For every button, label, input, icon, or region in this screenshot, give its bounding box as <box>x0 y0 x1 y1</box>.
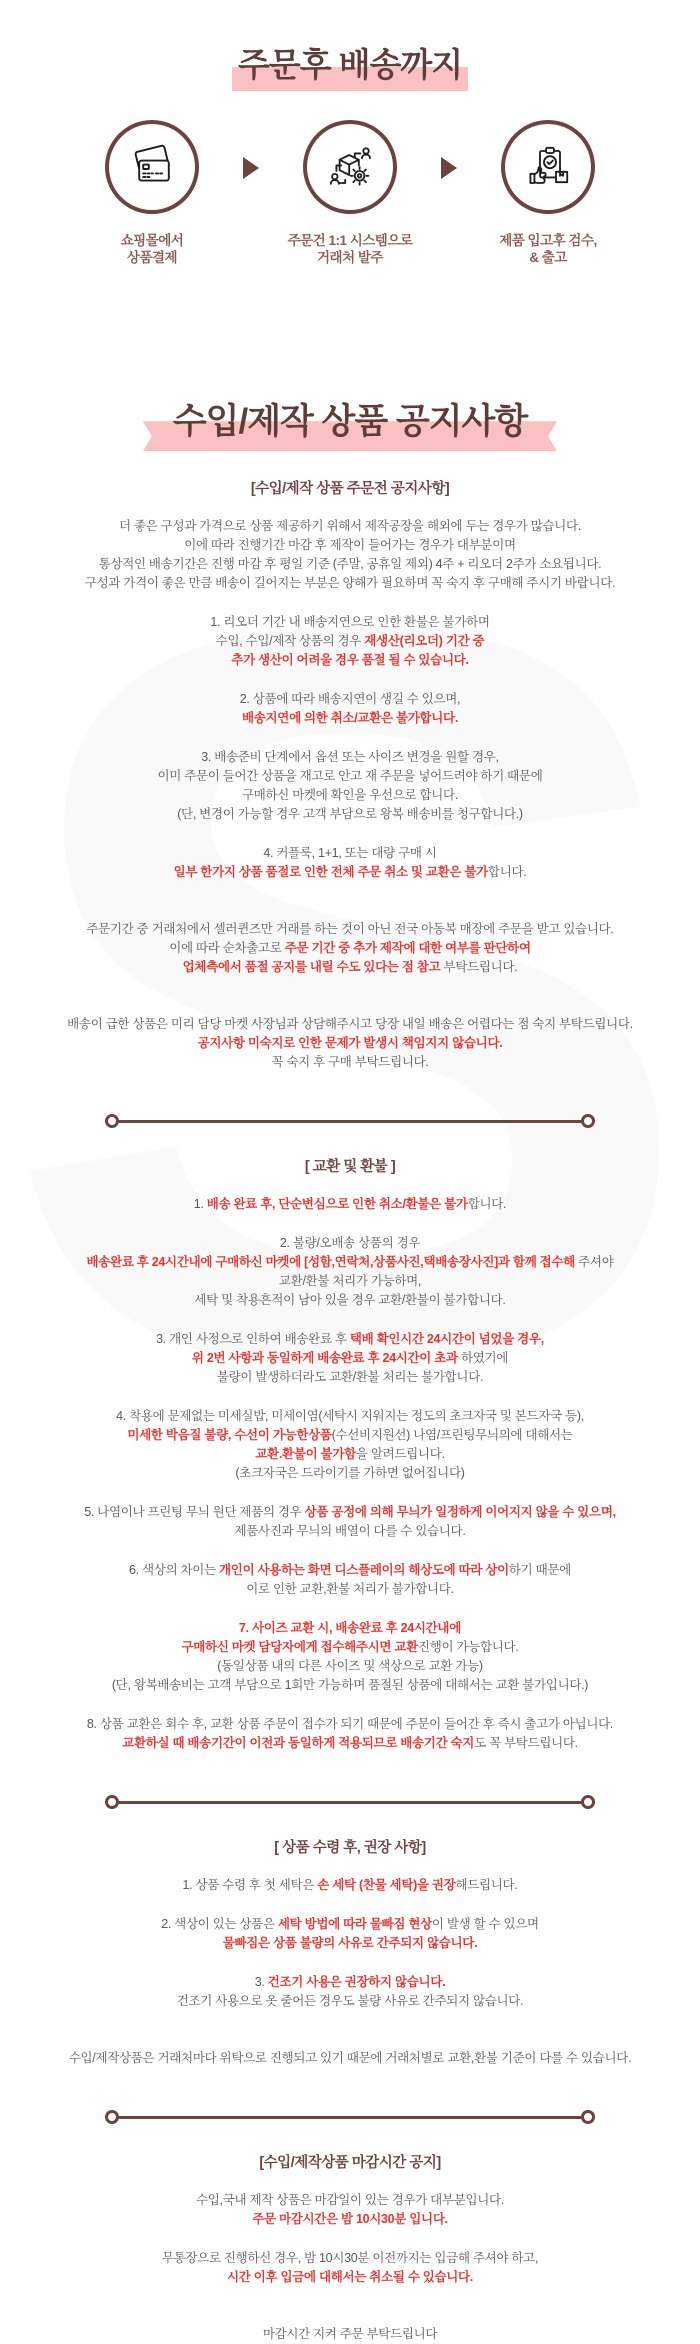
divider-ring <box>105 1795 119 1809</box>
notice-paragraph <box>20 517 680 593</box>
notice-paragraph <box>20 613 680 670</box>
notice-text-run: 3. <box>254 1975 268 1990</box>
notice-text-run: (단, 왕복배송비는 고객 부담으로 1회만 가능하며 품절된 상품에 대해서는 교환 불가입니다.) <box>111 1678 589 1693</box>
divider-ring <box>581 1114 595 1128</box>
notice-text-run: 이에 따라 진행기간 마감 후 제작이 들어가는 경우가 대부분이며 <box>184 538 516 553</box>
notice-text-run: 4. 착용에 문제없는 미세실밥, 미세이염(세탁시 지워지는 정도의 초크자국 및 본드자국 등), <box>116 1409 584 1424</box>
arrow-right-icon <box>243 157 259 179</box>
page-title-product-notice <box>173 402 527 442</box>
divider-ring <box>105 1114 119 1128</box>
step-inspection <box>459 120 637 266</box>
notice-body <box>0 480 700 2344</box>
section-divider <box>105 1795 595 1809</box>
divider-line <box>118 1801 582 1804</box>
step-label-line: 거래처 발주 <box>317 249 383 265</box>
notice-text-run: 5. 나염이나 프린팅 무늬 원단 제품의 경우 <box>84 1505 305 1520</box>
notice-text-run: (동일상품 내의 다른 사이즈 및 색상으로 교환 가능) <box>217 1659 483 1674</box>
notice-paragraph <box>20 2249 680 2287</box>
step-label-line: 제품 입고후 검수, <box>499 232 597 248</box>
notice-text-run: (단, 변경이 가능할 경우 고객 부담으로 왕복 배송비를 청구합니다.) <box>177 807 523 822</box>
notice-paragraph <box>20 1234 680 1310</box>
notice-text-run: 8. 상품 교환은 회수 후, 교환 상품 주문이 접수가 되기 때문에 주문이 들어간 후 즉시 출고가 아닙니다. <box>86 1717 614 1732</box>
title1-section <box>0 0 700 84</box>
step-order-system <box>261 120 439 266</box>
notice-paragraph <box>20 2049 680 2068</box>
section-divider <box>105 2110 595 2124</box>
title2-text: 수입/제작 상품 공지사항 <box>172 401 528 441</box>
notice-text-run: 주문기간 중 거래처에서 셀러퀸즈만 거래를 하는 것이 아닌 전국 아동복 매장에 주문을 받고 있습니다. <box>86 922 614 937</box>
notice-text-run: 교환/환불 처리가 가능하며, <box>278 1274 422 1289</box>
notice-paragraph <box>20 2325 680 2344</box>
notice-text-run: 2. 상품에 따라 배송지연이 생길 수 있으며, <box>239 692 461 707</box>
arrow-right-icon <box>441 157 457 179</box>
notice-text-run: 통상적인 배송기간은 진행 마감 후 평일 기준 (주말, 공휴일 제외) 4주 + 리오더 2주가 소요됩니다. <box>98 557 602 572</box>
notice-text-run: 부탁드립니다. <box>440 960 518 975</box>
notice-text-run: 하기 때문에 <box>508 1563 571 1578</box>
notice-paragraph <box>20 1015 680 1072</box>
divider-ring <box>581 1795 595 1809</box>
notice-text-run: 건조기 사용은 권장하지 않습니다. <box>267 1975 446 1990</box>
notice-paragraph <box>20 1715 680 1753</box>
section-heading: [ 상품 수령 후, 권장 사항] <box>274 1840 426 1857</box>
notice-text-run: 구매하신 마켓에 확인을 우선으로 합니다. <box>241 788 459 803</box>
notice-text-run: 이미 주문이 들어간 상품을 재고로 안고 재 주문을 넣어드려야 하기 때문에 <box>157 769 543 784</box>
notice-text-run: 미세한 박음질 불량, 수선이 가능한상품 <box>127 1428 332 1443</box>
notice-text-run: 이 발생 할 수 있으며 <box>431 1917 539 1932</box>
notice-text-run: 수입, 수입/제작 상품의 경우 <box>215 634 365 649</box>
notice-paragraph <box>20 1503 680 1541</box>
divider-line <box>118 1120 582 1123</box>
notice-text-run: 2. 불량/오배송 상품의 경우 <box>279 1236 421 1251</box>
notice-text-run: 주문 기간 중 추가 제작에 대한 여부를 판단하여 <box>284 941 531 956</box>
step-label-line: & 출고 <box>529 249 567 265</box>
notice-paragraph <box>20 748 680 824</box>
divider-ring <box>581 2110 595 2124</box>
step-inspection-label <box>459 232 637 266</box>
notice-text-run: 배송 완료 후, 단순변심으로 인한 취소/환불은 불가 <box>206 1197 468 1212</box>
notice-text-run: (수선비지원선) 나염/프린팅무늬의에 대해서는 <box>331 1428 573 1443</box>
notice-paragraph <box>20 1619 680 1695</box>
notice-text-run: 수입/제작상품은 거래처마다 위탁으로 진행되고 있기 때문에 거래처별로 교환,환불 기준이 다를 수 있습니다. <box>68 2051 632 2066</box>
notice-text-run: 세탁 및 착용흔적이 남아 있을 경우 교환/환불이 불가합니다. <box>194 1293 506 1308</box>
notice-paragraph <box>20 2191 680 2229</box>
notice-text-run: 3. 개인 사정으로 인하여 배송완료 후 <box>156 1332 350 1347</box>
notice-paragraph <box>20 844 680 882</box>
divider-line <box>118 2116 582 2119</box>
title1-text: 주문후 배송까지 <box>237 46 463 83</box>
notice-text-run: 7. 사이즈 교환 시, 배송완료 후 24시간내에 <box>239 1621 461 1636</box>
notice-paragraph <box>20 1973 680 2011</box>
notice-text-run: (초크자국은 드라이기를 가하면 없어집니다) <box>235 1466 465 1481</box>
order-process-steps <box>0 120 700 266</box>
notice-text-run: 해드립니다. <box>455 1878 518 1893</box>
step-order-system-label <box>261 232 439 266</box>
notice-text-run: 3. 배송준비 단계에서 옵션 또는 사이즈 변경을 원할 경우, <box>201 750 499 765</box>
order-system-icon <box>303 120 397 214</box>
notice-text-run: 택배 확인시간 24시간이 넘었을 경우, <box>349 1332 544 1347</box>
notice-text-run: 진행이 가능합니다. <box>417 1640 519 1655</box>
notice-text-run: 배송이 급한 상품은 미리 담당 마켓 사장님과 상담해주시고 당장 내일 배송은 어렵다는 점 숙지 부탁드립니다. <box>67 1017 633 1032</box>
notice-text-run: 무통장으로 진행하신 경우, 밤 10시30분 이전까지는 입금해 주셔야 하고, <box>161 2251 539 2266</box>
credit-card-icon <box>105 120 199 214</box>
notice-paragraph <box>20 690 680 728</box>
notice-paragraph <box>20 1330 680 1387</box>
divider-ring <box>105 2110 119 2124</box>
notice-text-run: 이로 인한 교환,환불 처리가 불가합니다. <box>246 1582 454 1597</box>
notice-text-run: 불량이 발생하더라도 교환/환불 처리는 불가합니다. <box>216 1370 484 1385</box>
step-payment-label <box>63 232 241 266</box>
notice-text-run: 물빠짐은 상품 불량의 사유로 간주되지 않습니다. <box>222 1936 478 1951</box>
notice-text-run: 구매하신 마켓 담당자에게 접수해주시면 교환 <box>181 1640 418 1655</box>
notice-text-run: 을 알려드립니다. <box>355 1447 445 1462</box>
notice-text-run: 더 좋은 구성과 가격으로 상품 제공하기 위해서 제작공장을 해외에 두는 경우가 많습니다. <box>119 519 581 534</box>
notice-text-run: 하였기에 <box>457 1351 509 1366</box>
notice-text-run: 도 꼭 부탁드립니다. <box>474 1736 578 1751</box>
notice-text-run: 합니다. <box>467 1197 507 1212</box>
section-heading: [수입/제작 상품 주문전 공지사항] <box>250 481 450 498</box>
notice-text-run: 개인이 사용하는 화면 디스플레이의 해상도에 따라 상이 <box>219 1563 509 1578</box>
notice-text-run: 위 2번 사항과 동일하게 배송완료 후 24시간이 초과 <box>191 1351 458 1366</box>
notice-text-run: 교환.환불이 불가함 <box>255 1447 356 1462</box>
section-heading: [ 교환 및 환불 ] <box>304 1159 396 1176</box>
notice-text-run: 배송지연에 의한 취소/교환은 불가합니다. <box>241 711 459 726</box>
notice-text-run: 건조기 사용으로 옷 줄어든 경우도 불량 사유로 간주되지 않습니다. <box>176 1994 524 2009</box>
step-label-line: 상품결제 <box>126 249 178 265</box>
notice-text-run: 추가 생산이 어려울 경우 품절 될 수 있습니다. <box>231 653 469 668</box>
notice-text-run: 4. 커플룩, 1+1, 또는 대량 구매 시 <box>263 846 437 861</box>
notice-text-run: 업체측에서 품절 공지를 내릴 수도 있다는 점 참고 <box>182 960 441 975</box>
notice-text-run: 일부 한가지 상품 품절로 인한 전체 주문 취소 및 교환은 불가 <box>173 865 488 880</box>
notice-text-run: 6. 색상의 차이는 <box>129 1563 220 1578</box>
page-title-shipping-process <box>238 46 462 84</box>
section-divider <box>105 1114 595 1128</box>
notice-text-run: 꼭 숙지 후 구매 부탁드립니다. <box>271 1055 429 1070</box>
notice-text-run: 시간 이후 입금에 대해서는 취소될 수 있습니다. <box>227 2270 473 2285</box>
notice-text-run: 1. <box>193 1197 207 1212</box>
notice-text-run: 수입,국내 제작 상품은 마감일이 있는 경우가 대부분입니다. <box>196 2193 504 2208</box>
notice-text-run: 주문 마감시간은 밤 10시30분 입니다. <box>252 2212 448 2227</box>
notice-paragraph <box>20 1915 680 1953</box>
section-heading: [수입/제작상품 마감시간 공지] <box>259 2155 441 2172</box>
notice-text-run: 구성과 가격이 좋은 만큼 배송이 길어지는 부분은 양해가 필요하며 꼭 숙지 후 구매해 주시기 바랍니다. <box>84 576 616 591</box>
notice-text-run: 상품 공정에 의해 무늬가 일정하게 이어지지 않을 수 있으며, <box>304 1505 616 1520</box>
notice-text-run: 이에 따라 순차출고로 <box>169 941 285 956</box>
step-label-line: 쇼핑몰에서 <box>120 232 184 248</box>
notice-text-run: 합니다. <box>487 865 527 880</box>
notice-text-run: 1. 리오더 기간 내 배송지연으로 인한 환불은 불가하며 <box>210 615 490 630</box>
notice-text-run: 마감시간 지켜 주문 부탁드립니다 <box>262 2327 438 2342</box>
notice-text-run: 손 세탁 (찬물 세탁)을 권장 <box>317 1878 456 1893</box>
title2-section <box>0 356 700 442</box>
notice-text-run: 교환하실 때 배송기간이 이전과 동일하게 적용되므로 배송기간 숙지 <box>122 1736 475 1751</box>
step-payment <box>63 120 241 266</box>
notice-text-run: 재생산(리오더) 기간 중 <box>364 634 485 649</box>
inspection-shipping-icon <box>501 120 595 214</box>
notice-paragraph <box>20 1195 680 1214</box>
notice-text-run: 제품사진과 무늬의 배열이 다를 수 있습니다. <box>234 1524 466 1539</box>
step-label-line: 주문건 1:1 시스템으로 <box>287 232 413 248</box>
notice-text-run: 2. 색상이 있는 상품은 <box>161 1917 278 1932</box>
notice-paragraph <box>20 1407 680 1483</box>
notice-text-run: 세탁 방법에 따라 물빠짐 현상 <box>277 1917 432 1932</box>
notice-text-run: 공지사항 미숙지로 인한 문제가 발생시 책임지지 않습니다. <box>197 1036 503 1051</box>
notice-paragraph <box>20 1876 680 1895</box>
notice-text-run: 배송완료 후 24시간내에 구매하신 마켓에 [성함,연락처,상품사진,택배송장사진]과 함께 접수해 <box>86 1255 575 1270</box>
notice-paragraph <box>20 920 680 977</box>
notice-text-run: 주셔야 <box>574 1255 614 1270</box>
notice-paragraph <box>20 1561 680 1599</box>
notice-text-run: 1. 상품 수령 후 첫 세탁은 <box>182 1878 318 1893</box>
